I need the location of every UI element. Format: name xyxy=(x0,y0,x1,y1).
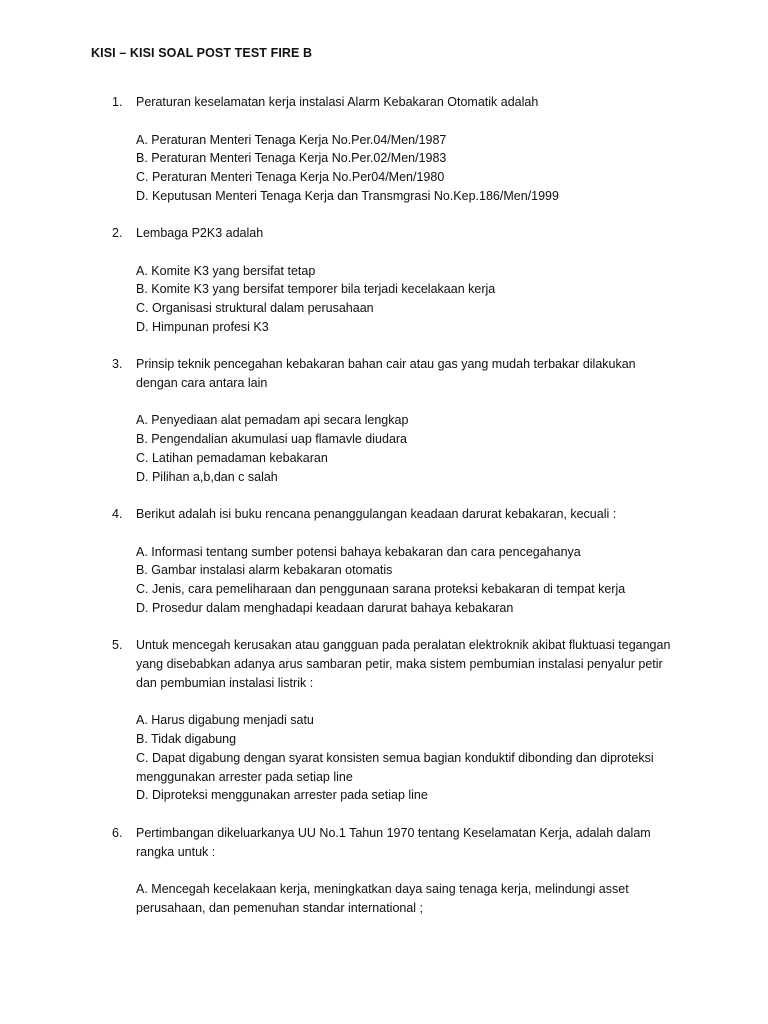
question-2 xyxy=(112,224,672,337)
answer-options xyxy=(136,880,672,918)
answer-option-b: B. Tidak digabung xyxy=(136,731,237,746)
answer-options xyxy=(136,411,672,486)
question-text: Untuk mencegah kerusakan atau gangguan pada peralatan elektroknik akibat fluktuasi tegangan yang disebabkan adanya arus sambaran petir, maka sistem pembumian instalasi penyalur petir dan pembumian instalasi listrik : xyxy=(136,638,671,690)
answer-options xyxy=(136,131,672,206)
answer-option-c: C. Jenis, cara pemeliharaan dan penggunaan sarana proteksi kebakaran di tempat kerja xyxy=(136,582,626,597)
answer-option-c: C. Peraturan Menteri Tenaga Kerja No.Per04/Men/1980 xyxy=(136,170,445,185)
question-number: 1. xyxy=(112,95,123,109)
answer-option-b: B. Peraturan Menteri Tenaga Kerja No.Per.02/Men/1983 xyxy=(136,151,447,166)
question-number: 4. xyxy=(112,507,123,521)
answer-option-a: A. Penyediaan alat pemadam api secara lengkap xyxy=(136,413,409,428)
answer-options xyxy=(136,543,672,618)
question-text: Pertimbangan dikeluarkanya UU No.1 Tahun 1970 tentang Keselamatan Kerja, adalah dalam rangka untuk : xyxy=(136,826,651,859)
answer-option-a: A. Peraturan Menteri Tenaga Kerja No.Per.04/Men/1987 xyxy=(136,132,447,147)
question-1 xyxy=(112,93,672,206)
question-text: Lembaga P2K3 adalah xyxy=(136,226,264,240)
document-title: KISI – KISI SOAL POST TEST FIRE B xyxy=(91,46,313,60)
answer-option-d: D. Diproteksi menggunakan arrester pada setiap line xyxy=(136,788,428,803)
answer-option-a: A. Komite K3 yang bersifat tetap xyxy=(136,263,316,278)
answer-option-b: B. Gambar instalasi alarm kebakaran otomatis xyxy=(136,563,393,578)
answer-option-c: C. Latihan pemadaman kebakaran xyxy=(136,450,328,465)
question-number: 3. xyxy=(112,357,123,371)
answer-option-c: C. Dapat digabung dengan syarat konsisten semua bagian konduktif dibonding dan diproteksi menggunakan arrester pada setiap line xyxy=(136,750,654,784)
answer-option-d: D. Pilihan a,b,dan c salah xyxy=(136,469,278,484)
answer-options xyxy=(136,262,672,337)
question-5 xyxy=(112,636,672,805)
question-text: Peraturan keselamatan kerja instalasi Alarm Kebakaran Otomatik adalah xyxy=(136,95,539,109)
answer-option-d: D. Keputusan Menteri Tenaga Kerja dan Transmgrasi No.Kep.186/Men/1999 xyxy=(136,188,559,203)
question-text: Prinsip teknik pencegahan kebakaran bahan cair atau gas yang mudah terbakar dilakukan dengan cara antara lain xyxy=(136,357,636,390)
answer-option-a: A. Harus digabung menjadi satu xyxy=(136,713,314,728)
question-number: 2. xyxy=(112,226,123,240)
answer-options xyxy=(136,711,672,805)
question-text: Berikut adalah isi buku rencana penanggulangan keadaan darurat kebakaran, kecuali : xyxy=(136,507,617,521)
question-3 xyxy=(112,355,672,487)
answer-option-a: A. Mencegah kecelakaan kerja, meningkatkan daya saing tenaga kerja, melindungi asset perusahaan, dan pemenuhan standar international ; xyxy=(136,882,629,916)
question-4 xyxy=(112,505,672,618)
answer-option-a: A. Informasi tentang sumber potensi bahaya kebakaran dan cara pencegahanya xyxy=(136,544,581,559)
answer-option-d: D. Himpunan profesi K3 xyxy=(136,319,269,334)
answer-option-d: D. Prosedur dalam menghadapi keadaan darurat bahaya kebakaran xyxy=(136,600,514,615)
answer-option-c: C. Organisasi struktural dalam perusahaan xyxy=(136,301,374,316)
question-6 xyxy=(112,824,672,918)
question-number: 6. xyxy=(112,826,123,840)
question-number: 5. xyxy=(112,638,123,652)
answer-option-b: B. Komite K3 yang bersifat temporer bila terjadi kecelakaan kerja xyxy=(136,282,496,297)
answer-option-b: B. Pengendalian akumulasi uap flamavle diudara xyxy=(136,432,408,447)
